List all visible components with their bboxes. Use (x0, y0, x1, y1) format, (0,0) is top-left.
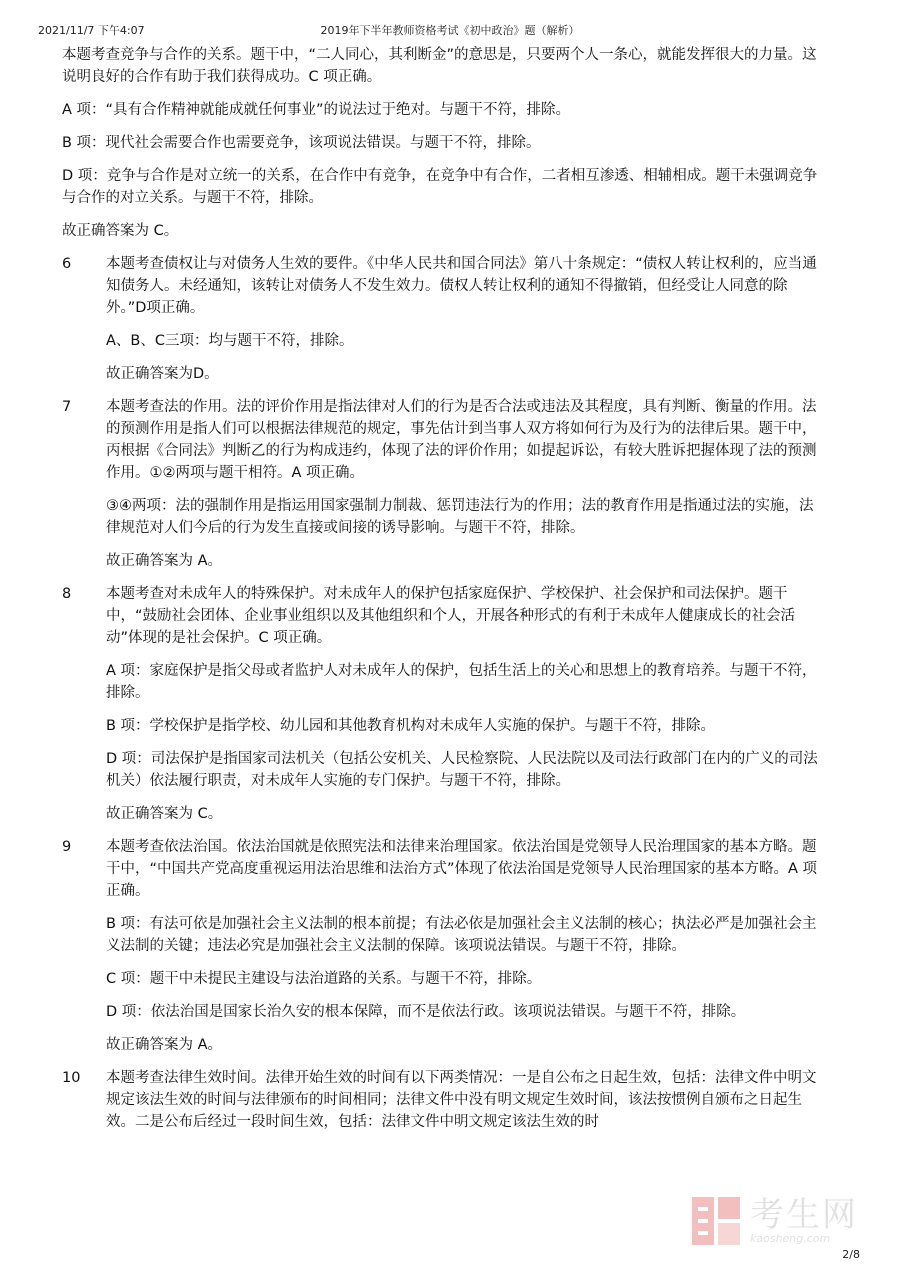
paragraph: A 项：“具有合作精神就能成就任何事业”的说法过于绝对。与题干不符，排除。 (62, 102, 571, 118)
question-number: 9 (62, 839, 72, 855)
question-number: 10 (62, 1070, 81, 1086)
paragraph: 本题考查法律生效时间。法律开始生效的时间有以下两类情况：一是自公布之日起生效，包括：法律文件中明文规定该法生效的时间与法律颁布的时间相同；法律文件中没有明文规定生效时间，该法按惯例自颁布之日起生效。二是公布后经过一段时间生效，包括：法律文件中明文规定该法生效的时 (106, 1070, 817, 1130)
paragraph: D 项：竞争与合作是对立统一的关系，在合作中有竞争，在竞争中有合作，二者相互渗透、相辅相成。题干未强调竞争与合作的对立关系。与题干不符，排除。 (62, 168, 818, 206)
paragraph: 故正确答案为 A。 (106, 1037, 223, 1053)
page-number: 2/8 (842, 1248, 860, 1261)
question-7 (62, 396, 822, 572)
watermark (690, 1195, 858, 1247)
paragraph: D 项：依法治国是国家长治久安的根本保障，而不是依法行政。该项说法错误。与题干不符，排除。 (106, 1004, 746, 1020)
paragraph: 故正确答案为 C。 (106, 806, 223, 822)
paragraph: B 项：现代社会需要合作也需要竞争，该项说法错误。与题干不符，排除。 (62, 135, 541, 151)
question-10 (62, 1067, 822, 1133)
question-8 (62, 583, 822, 825)
paragraph: 本题考查债权让与对债务人生效的要件。《中华人民共和国合同法》第八十条规定：“债权人转让权利的，应当通知债务人。未经通知，该转让对债务人不发生效力。债权人转让权利的通知不得撤销，但经受让人同意的除外。”D项正确。 (106, 256, 817, 316)
print-datetime: 2021/11/7 下午4:07 (38, 24, 145, 37)
paragraph: D 项：司法保护是指国家司法机关（包括公安机关、人民检察院、人民法院以及司法行政部门在内的广义的司法机关）依法履行职责，对未成年人实施的专门保护。与题干不符，排除。 (106, 751, 818, 789)
paragraph: 本题考查对未成年人的特殊保护。对未成年人的保护包括家庭保护、学校保护、社会保护和司法保护。题干中，“鼓励社会团体、企业事业组织以及其他组织和个人，开展各种形式的有利于未成年人健康成长的社会活动”体现的是社会保护。C 项正确。 (106, 586, 796, 646)
paragraph: 故正确答案为 C。 (62, 223, 179, 239)
question-number: 6 (62, 256, 72, 272)
paragraph: B 项：学校保护是指学校、幼儿园和其他教育机构对未成年人实施的保护。与题干不符，排除。 (106, 718, 716, 734)
question-number: 8 (62, 586, 72, 602)
question-9 (62, 836, 822, 1056)
watermark-url: kaosheng.com (750, 1232, 831, 1245)
paragraph: A 项：家庭保护是指父母或者监护人对未成年人的保护，包括生活上的关心和思想上的教育培养。与题干不符，排除。 (106, 663, 817, 701)
paragraph: ③④两项：法的强制作用是指运用国家强制力制裁、惩罚违法行为的作用；法的教育作用是指通过法的实施，法律规范对人们今后的行为发生直接或间接的诱导影响。与题干不符，排除。 (106, 498, 814, 536)
paragraph: 本题考查依法治国。依法治国就是依照宪法和法律来治理国家。依法治国是党领导人民治理国家的基本方略。题干中，“中国共产党高度重视运用法治思维和法治方式”体现了依法治国是党领导人民治理国家的基本方略。A 项正确。 (106, 839, 818, 899)
paragraph: 故正确答案为 A。 (106, 553, 223, 569)
question-number: 7 (62, 399, 72, 415)
paragraph: 本题考查法的作用。法的评价作用是指法律对人们的行为是否合法或违法及其程度，具有判断、衡量的作用。法的预测作用是指人们可以根据法律规范的规定，事先估计到当事人双方将如何行为及行为的法律后果。题干中，丙根据《合同法》判断乙的行为构成违约，体现了法的评价作用；如提起诉讼，有较大胜诉把握体现了法的预测作用。①②两项与题干相符。A 项正确。 (106, 399, 817, 481)
kaosheng-logo-icon (690, 1195, 742, 1247)
paragraph: A、B、C三项：均与题干不符，排除。 (106, 333, 354, 349)
watermark-text: 考生网 (750, 1195, 858, 1235)
answer-content (62, 44, 822, 1144)
paragraph: 本题考查竞争与合作的关系。题干中，“二人同心，其利断金”的意思是，只要两个人一条心，就能发挥很大的力量。这说明良好的合作有助于我们获得成功。C 项正确。 (62, 47, 817, 85)
paragraph: 故正确答案为D。 (106, 366, 219, 382)
document-title: 2019年下半年教师资格考试《初中政治》题（解析） (320, 24, 580, 37)
paragraph: B 项：有法可依是加强社会主义法制的根本前提；有法必依是加强社会主义法制的核心；执法必严是加强社会主义法制的关键；违法必究是加强社会主义法制的保障。该项说法错误。与题干不符，排除。 (106, 916, 817, 954)
question-6 (62, 253, 822, 385)
paragraph: C 项：题干中未提民主建设与法治道路的关系。与题干不符，排除。 (106, 971, 542, 987)
intro-block (62, 44, 822, 242)
